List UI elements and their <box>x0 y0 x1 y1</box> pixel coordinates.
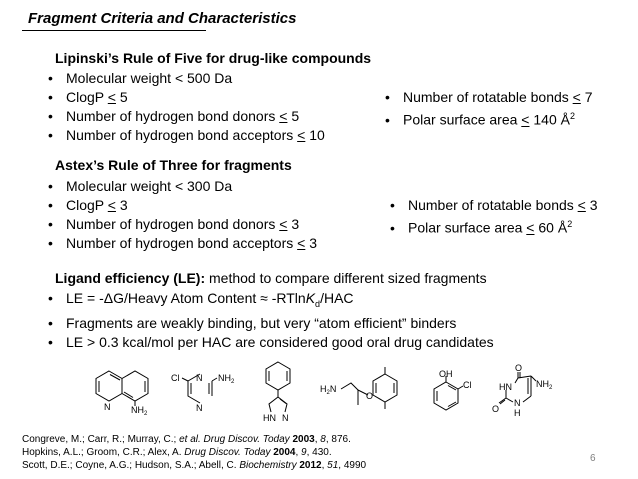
list-item: • Number of rotatable bonds < 7 <box>385 89 593 105</box>
list-item: • Number of hydrogen bond donors < 3 <box>48 216 300 232</box>
m1-n-label: N <box>104 402 111 412</box>
list-item: • Number of hydrogen bond acceptors < 3 <box>48 235 318 251</box>
references <box>22 433 366 472</box>
m2-n2-label: N <box>196 403 203 413</box>
m4-h2n-label: $H_2N$ <box>320 384 337 396</box>
m6-o-bot-label: O <box>492 404 500 414</box>
list-item: • ClogP < 3 <box>48 197 128 213</box>
list-item: • Fragments are weakly binding, but very “atom efficient” binders <box>48 314 457 331</box>
list-item: • Number of hydrogen bond acceptors < 10 <box>48 127 325 143</box>
m6-o-top-label: O <box>515 363 523 373</box>
le-heading: Ligand efficiency (LE): method to compare different sized fragments <box>55 270 487 286</box>
m2-nh2-label: $NH_2$ <box>218 373 235 385</box>
m5-cl-label: Cl <box>463 380 472 390</box>
molecule-aminoisoquinoline <box>96 371 148 406</box>
reference-item: Congreve, M.; Carr, R.; Murray, C.; et al. Drug Discov. Today 2003, 8, 876. <box>22 434 351 445</box>
page-number: 6 <box>590 453 596 464</box>
lipinski-heading: Lipinski’s Rule of Five for drug-like compounds <box>55 50 372 66</box>
m6-hn-label: HN <box>499 382 512 392</box>
list-item: • ClogP < 5 <box>48 89 128 105</box>
list-item: • Polar surface area < 60 $Å^2$ <box>390 219 573 236</box>
m3-n-label: N <box>282 413 289 423</box>
m6-nh2-label: $NH_2$ <box>536 379 553 391</box>
list-item: • LE = -ΔG/Heavy Atom Content ≈ -RTlnK$_d$/HAC <box>48 290 354 309</box>
list-item: • LE > 0.3 kcal/mol per HAC are considered good oral drug candidates <box>48 333 494 350</box>
astex-heading: Astex’s Rule of Three for fragments <box>55 157 292 173</box>
m6-h-label: H <box>514 408 521 418</box>
m1-nh2-label: $NH_2$ <box>131 405 148 417</box>
m4-o-label: O <box>366 391 374 401</box>
reference-item: Scott, D.E.; Coyne, A.G.; Hudson, S.A.; Abell, C. Biochemistry 2012, 51, 4990 <box>22 460 367 471</box>
m5-oh-label: OH <box>439 369 453 379</box>
list-item: • Number of hydrogen bond donors < 5 <box>48 108 300 124</box>
list-item: • Number of rotatable bonds < 3 <box>390 197 598 213</box>
molecule-phenylpyrazole <box>266 362 290 412</box>
list-item: • Molecular weight < 500 Da <box>48 70 233 86</box>
page-title: Fragment Criteria and Characteristics <box>28 10 297 27</box>
m3-hn-label: HN <box>263 413 276 423</box>
list-item: • Molecular weight < 300 Da <box>48 178 233 194</box>
list-item: • Polar surface area < 140 $Å^2$ <box>385 111 575 128</box>
m6-n-label: N <box>514 398 521 408</box>
reference-item: Hopkins, A.L.; Groom, C.R.; Alex, A. Drug Discov. Today 2004, 9, 430. <box>22 447 332 458</box>
m2-cl-label: Cl <box>171 373 180 383</box>
molecule-aminoether <box>341 367 397 409</box>
m2-n1-label: N <box>196 373 203 383</box>
molecule-chlorophenol <box>434 376 463 410</box>
